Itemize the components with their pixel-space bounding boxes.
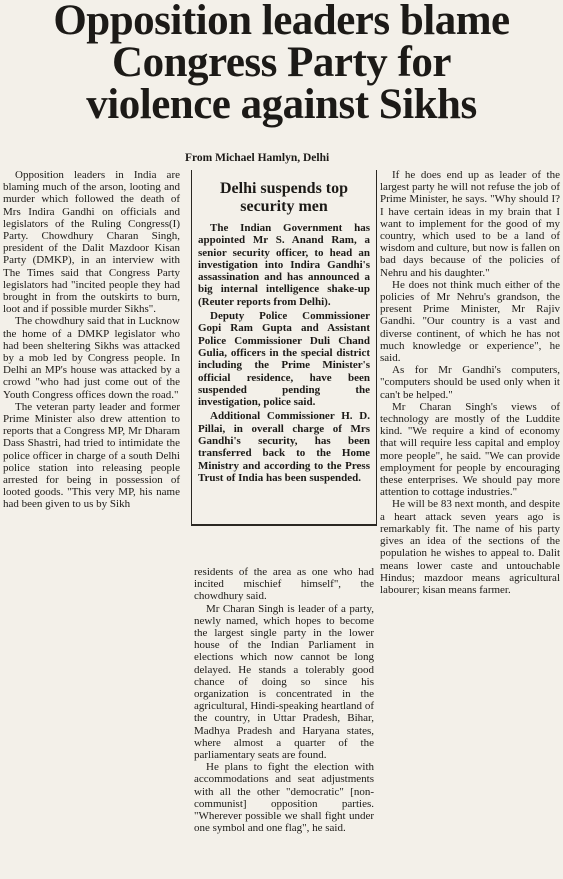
sidebar-box-paragraph: Additional Commissioner H. D. Pillai, in overall charge of Mrs Gandhi's security, has been transferred back to the Home Ministry and according to the Press Trust of India has been suspended. <box>198 410 370 484</box>
col2-paragraph: Mr Charan Singh is leader of a party, newly named, which hopes to become the largest single party in the lower house of the Indian Parliament in elections which now cannot be long delayed. He stands a tolerably good chance of doing so since his organization is concentrated in the agricultural, Hindi-speaking heartland of the country, in Uttar Pradesh, Bihar, Madhya Pradesh and Haryana states, where almost a quarter of the parliamentary seats are found. <box>194 602 374 762</box>
col2-paragraph: residents of the area as one who had incited mischief himself", the chowdhury said. <box>194 566 374 603</box>
col3-paragraph: If he does end up as leader of the largest party he will not refuse the job of Prime Minister, he says. "Why should I? I have certain ideas in my brain that I want to implement for the good of my country, which used to be a land of wisdom and culture, but now is fallen on bad days because of the policies of Nehru and his daughter." <box>380 169 560 279</box>
col1-paragraph: The veteran party leader and former Prime Minister also drew attention to reports that a Congress MP, Mr Dharam Dass Shastri, had tried to intimidate the police officer in charge of a south Delhi police station into releasing people arrested for being in possession of looted goods. "This very MP, his name had been given to us by Sikh <box>3 400 180 511</box>
headline-line-1: Opposition leaders blame <box>53 0 510 44</box>
headline <box>0 0 563 126</box>
article-column-2 <box>194 566 374 834</box>
sidebar-box-paragraph: Deputy Police Commissioner Gopi Ram Gupta and Assistant Police Commissioner Duli Chand Gulia, officers in the special district including the Prime Minister's official residence, have been suspended pending the investigation, police said. <box>198 310 370 409</box>
article-column-3 <box>380 169 560 596</box>
headline-line-3: violence against Sikhs <box>86 81 477 128</box>
sidebar-box <box>191 170 377 526</box>
sidebar-box-title: Delhi suspends top security men <box>219 180 349 215</box>
col1-paragraph: Opposition leaders in India are blaming much of the arson, looting and murder which followed the death of Mrs Indira Gandhi on officials and legislators of the Ruling Congress(I) Party. Chowdhury Charan Singh, president of the Dalit Mazdoor Kisan Party (DMKP), in an interview with The Times said that Congress Party legislators had "incited people they had brought in from the outskirts to burn, loot and if possible murder Sikhs". <box>3 169 180 316</box>
sidebar-box-body <box>192 222 376 484</box>
col1-paragraph: The chowdhury said that in Lucknow the home of a DMKP legislator who had been sheltering Sikhs was attacked by a mob led by Congress people. In Delhi an MP's house was attacked by a crowd "who had just come out of the Youth Congress offices down the road." <box>3 315 180 401</box>
col3-paragraph: Mr Charan Singh's views of technology are mostly of the Luddite kind. "We require a kind of economy that will require less capital and employ more people", he said. "We can provide employment for people by encouraging these enterprises. We should pay more attention to cottage industries." <box>380 400 560 499</box>
col3-paragraph: As for Mr Gandhi's computers, "computers should be used only when it can't be helped." <box>380 364 560 401</box>
headline-line-2: Congress Party for <box>112 39 451 86</box>
col3-paragraph: He will be 83 next month, and despite a heart attack seven years ago is remarkably fit. The name of his party gives an idea of the sections of the population he wishes to appeal to. Dalit means lower caste and untouchable Hindus; mazdoor means agricultural labourer; kisan means farmer. <box>380 498 560 596</box>
col3-paragraph: He does not think much either of the policies of Mr Nehru's grandson, the present Prime Minister, Mr Rajiv Gandhi. "Our country is a vast and diverse continent, of which he has not much knowledge or experience", he said. <box>380 278 560 365</box>
sidebar-box-paragraph: The Indian Government has appointed Mr S. Anand Ram, a senior security officer, to head an investigation into Indira Gandhi's assassination and has announced a big internal intelligence shake-up (Reuter reports from Delhi). <box>198 222 370 308</box>
col2-paragraph: He plans to fight the election with accommodations and seat adjustments with all the other "democratic" [non-communist] opposition parties. "Wherever possible we shall fight under one symbol and one flag", he said. <box>194 761 374 835</box>
byline: From Michael Hamlyn, Delhi <box>185 152 330 164</box>
article-column-1 <box>3 169 180 511</box>
